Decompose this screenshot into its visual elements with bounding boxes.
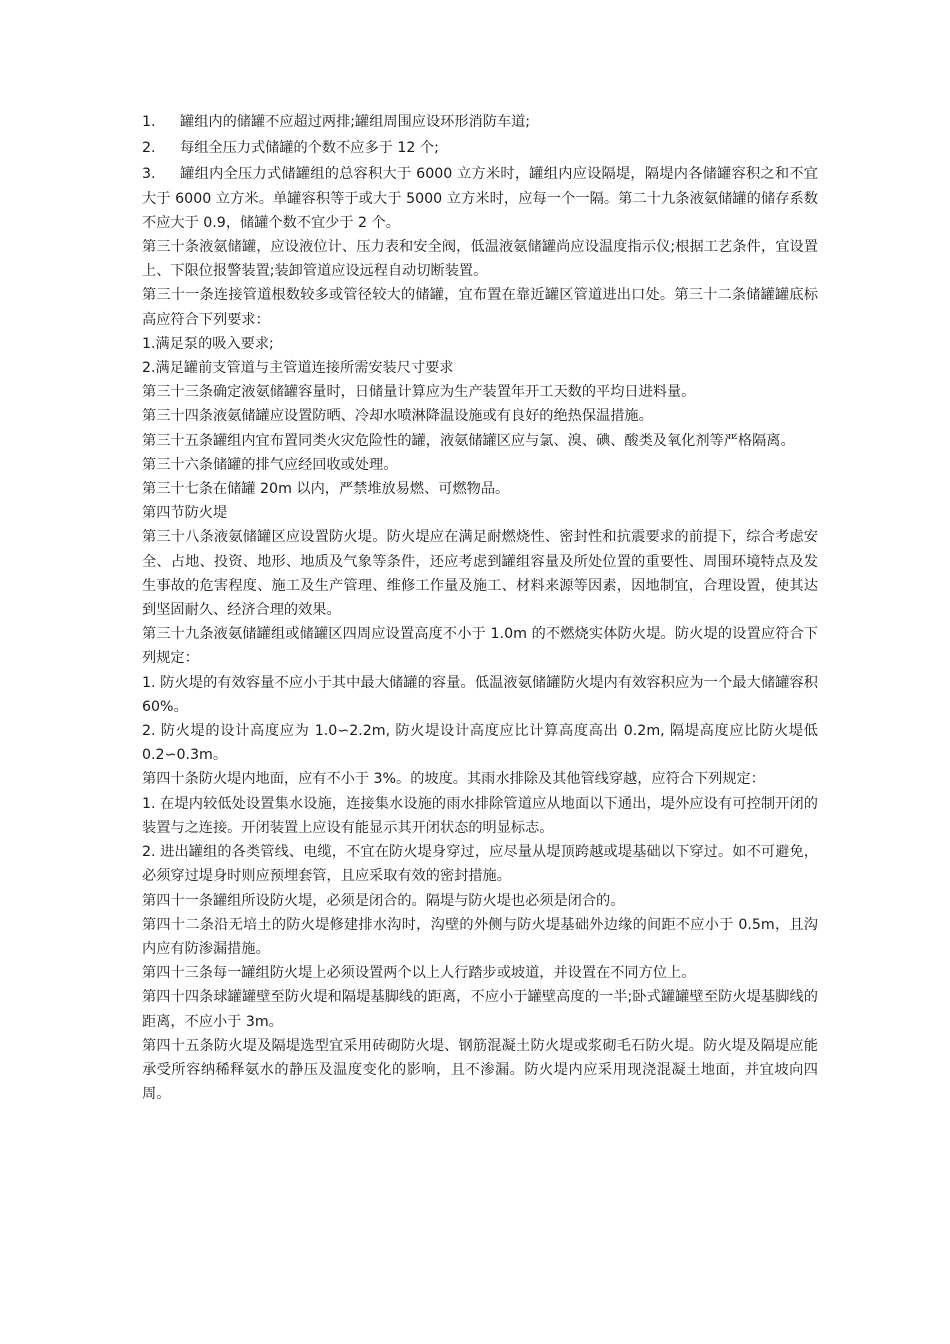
paragraph: 2. 进出罐组的各类管线、电缆，不宜在防火堤身穿过，应尽量从堤顶跨越或堤基础以下穿过。如不可避免，必须穿过堤身时则应预埋套管，且应采取有效的密封措施。 [142,844,818,885]
item-number: 1. [142,114,156,130]
paragraph: 2.满足罐前支管道与主管道连接所需安装尺寸要求 [142,360,454,377]
paragraph: 第四十二条沿无培土的防火堤修建排水沟时，沟壁的外侧与防火堤基础外边缘的间距不应小于 0.5m，且沟内应有防渗漏措施。 [142,916,818,957]
paragraph: 第三十一条连接管道根数较多或管径较大的储罐，宜布置在靠近罐区管道进出口处。第三十二条储罐罐底标高应符合下列要求： [142,287,818,328]
paragraph: 1. 防火堤的有效容量不应小于其中最大储罐的容量。低温液氨储罐防火堤内有效容积应为一个最大储罐容积 60%。 [142,674,818,715]
paragraph: 第三十条液氨储罐，应设液位计、压力表和安全阀，低温液氨储罐尚应设温度指示仪;根据工艺条件，宜设置上、下限位报警装置;装卸管道应设远程自动切断装置。 [142,239,818,280]
item-text: 罐组内的储罐不应超过两排;罐组周围应设环形消防车道; [180,114,531,130]
item-number: 2. [142,140,156,157]
paragraph: 第三十七条在储罐 20m 以内，严禁堆放易燃、可燃物品。 [142,481,510,498]
paragraph: 第三十四条液氨储罐应设置防晒、冷却水喷淋降温设施或有良好的绝热保温措施。 [142,408,653,425]
numbered-item [142,162,818,235]
paragraph: 第三十三条确定液氨储罐容量时，日储量计算应为生产装置年开工天数的平均日进料量。 [142,384,696,401]
paragraph: 1. 在堤内较低处设置集水设施，连接集水设施的雨水排除管道应从地面以下通出，堤外应设有可控制开闭的装置与之连接。开闭装置上应设有能显示其开闭状态的明显标志。 [142,795,818,836]
paragraph: 第三十五条罐组内宜布置同类火灾危险性的罐，液氨储罐区应与氯、溴、碘、酸类及氧化剂等严格隔离。 [142,432,795,449]
paragraph: 1.满足泵的吸入要求; [142,335,274,352]
paragraph: 第四十条防火堤内地面，应有不小于 3%。的坡度。其雨水排除及其他管线穿越，应符合下列规定： [142,771,765,788]
item-text: 每组全压力式储罐的个数不应多于 12 个; [180,140,439,157]
paragraph: 第三十六条储罐的排气应经回收或处理。 [142,456,398,473]
item-number: 3. [142,166,156,183]
numbered-item [142,110,818,134]
paragraph: 第三十九条液氨储罐组或储罐区四周应设置高度不小于 1.0m 的不燃烧实体防火堤。防火堤的设置应符合下列规定： [142,626,818,667]
paragraph: 第四十三条每一罐组防火堤上必须设置两个以上人行踏步或坡道，并设置在不同方位上。 [142,965,696,982]
paragraph: 第三十八条液氨储罐区应设置防火堤。防火堤应在满足耐燃烧性、密封性和抗震要求的前提下，综合考虑安全、占地、投资、地形、地质及气象等条件，还应考虑到罐组容量及所处位置的重要性、周围环境特点及发生事故的危害程度、施工及生产管理、维修工作量及施工、材料来源等因素，因地制宜，合理设置，使其达到坚固耐久、经济合理的效果。 [142,529,818,619]
numbered-item [142,136,818,160]
item-text: 罐组内全压力式储罐组的总容积大于 6000 立方米时，罐组内应设隔堤，隔堤内各储罐容积之和不宜大于 6000 立方米。单罐容积等于或大于 5000 立方米时，应每一个一隔。第二十九条液氨储罐的储存系数不应大于 0.9，储罐个数不宜少于 2 个。 [142,166,818,231]
paragraph: 第四十五条防火堤及隔堤选型宜采用砖砌防火堤、钢筋混凝土防火堤或浆砌毛石防火堤。防火堤及隔堤应能承受所容纳稀释氨水的静压及温度变化的影响，且不渗漏。防火堤内应采用现浇混凝土地面，并宜坡向四周。 [142,1037,818,1103]
paragraph: 第四节防火堤 [142,505,228,522]
paragraph: 第四十一条罐组所设防火堤，必须是闭合的。隔堤与防火堤也必须是闭合的。 [142,892,625,909]
paragraph: 2. 防火堤的设计高度应为 1.0∽2.2m, 防火堤设计高度应比计算高度高出 0.2m, 隔堤高度应比防火堤低 0.2∽0.3m。 [142,723,818,764]
paragraph: 第四十四条球罐罐壁至防火堤和隔堤基脚线的距离，不应小于罐壁高度的一半;卧式罐罐壁至防火堤基脚线的距离，不应小于 3m。 [142,989,818,1030]
document-body [142,110,818,1106]
